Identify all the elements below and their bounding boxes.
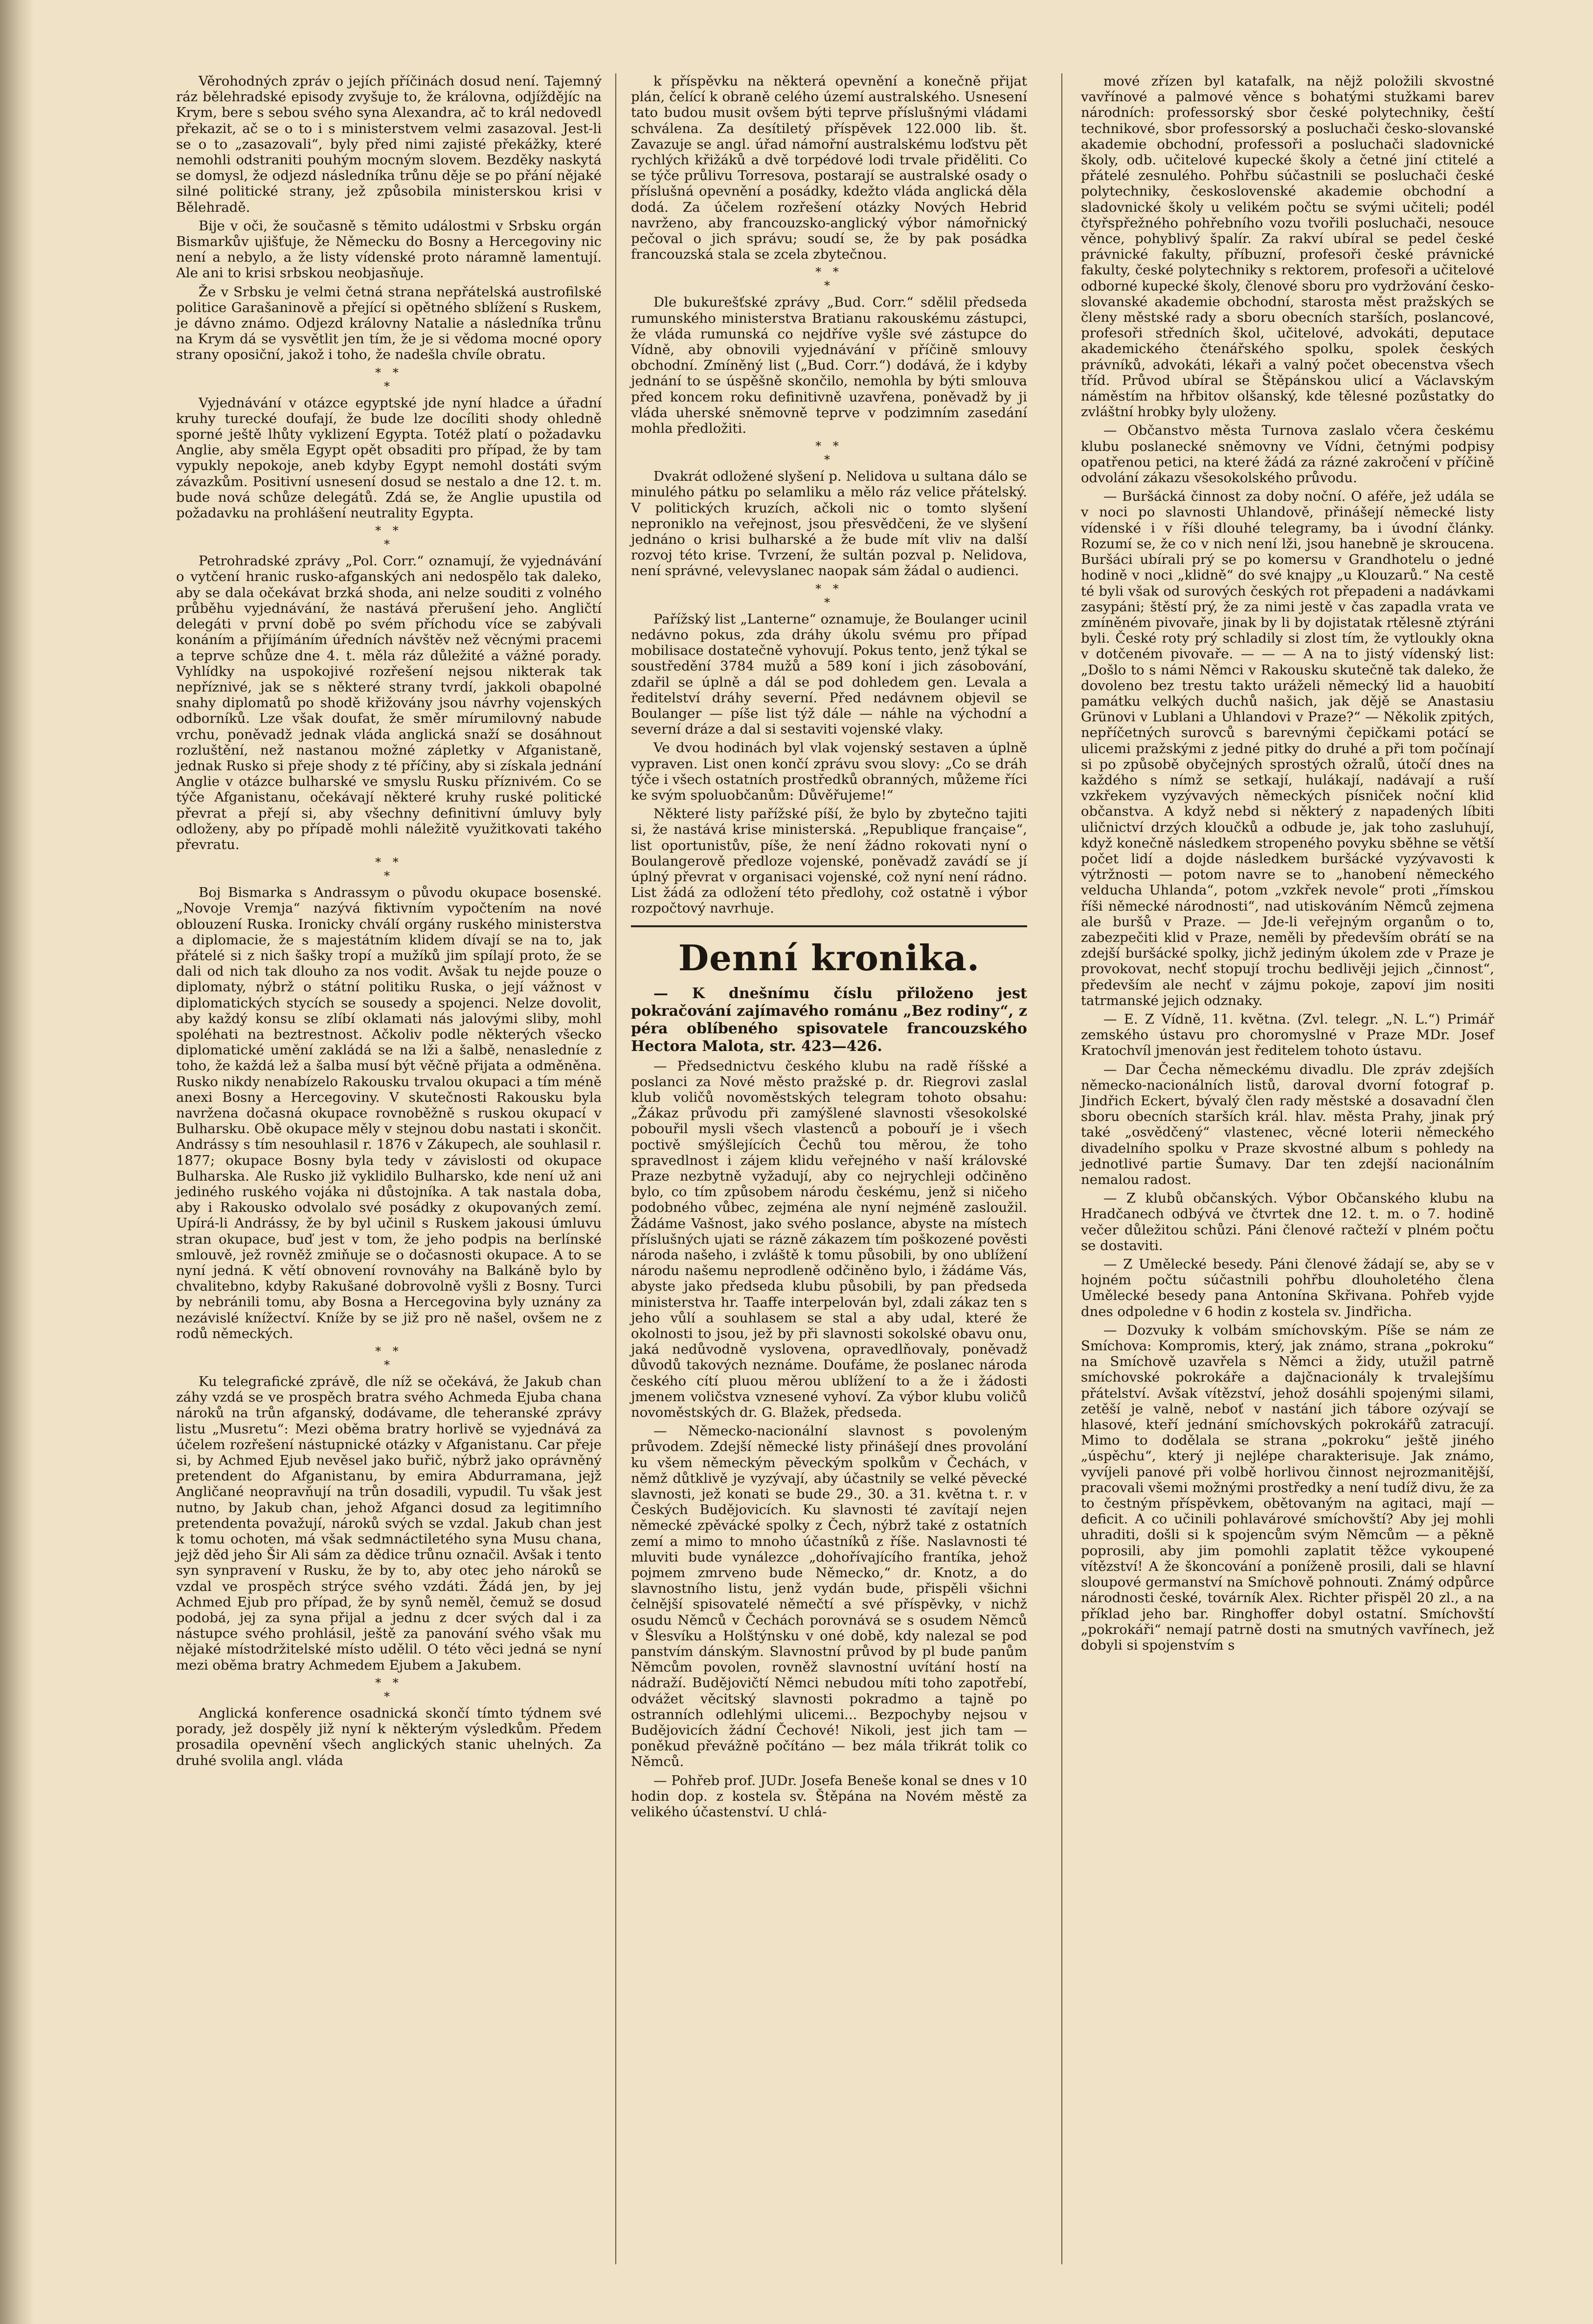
column-rule-right [1061,73,1062,2264]
kronika-item: — Z Umělecké besedy. Páni členové žádají se, aby se v hojném počtu súčastnili pohřbu dlouholetého člena Umělecké besedy pana Antonína Skřivana. Pohřeb vyjde dnes odpoledne v 6 hodin z kostela sv. Jindřicha. [1081,1256,1494,1319]
article-paragraph: Dvakrát odložené slyšení p. Nelidova u sultana dálo se minulého pátku po selamliku a mělo ráz velice přátelský. V politických kruzích, ačkoli nic o tomto slyšení neproniklo na veřejnost, jsou přesvědčeni, že ve slyšení jednáno o krisi bulharské a že bude mít vliv na další rozvoj této krise. Tvrzení, že sultán pozval p. Nelidova, není správné, velevyslanec naopak sám žádal o audienci. [631,469,1027,579]
article-paragraph: k příspěvku na některá opevnění a konečně přijat plán, čelící k obraně celého území australského. Usnesení tato budou musit ovšem býti teprve příslušnými vládami schválena. Za desítiletý příspěvek 122.000 lib. št. Zavazuje se angl. úřad námořní australskému loďstvu pět rychlých křižáků a dvě torpédové lodi trvale přiděliti. Co se týče průlivu Torresova, postarají se australské osady o příslušná opevnění a posádky, kdežto vláda anglická děla dodá. Za účelem rozřešení otázky Nových Hebrid navrženo, aby francouzsko-anglický výbor námořnický pečoval o jich správu; soudí se, že by pak posádka francouzská stala se zcela zbytečnou. [631,73,1027,263]
article-paragraph: Ku telegrafické zprávě, dle níž se očekává, že Jakub chan záhy vzdá se ve prospěch bratra svého Achmeda Ejuba chana nároků na trůn afganský, dodávame, dle teheranské zprávy listu „Musretu“: Mezi oběma bratry horlivě se vyjednává za účelem rozřešení nástupnické otázky v Afganistanu. Car přeje si, by Achmed Ejub nevěsel jako buřič, nýbrž jako oprávněný pretendent do Afganistanu, by emira Abdurramana, jejž Angličané neopravňují na trůn dosadili, vypudil. Tu však jest nutno, by Jakub chan, jehož Afganci dosud za legitimního pretendenta považují, nároků svých se vzdal. Jakub chan jest k tomu ochoten, má však sedmnáctiletého syna Musu chana, jejž děd jeho Šir Ali sám za dědice trůnu označil. Avšak i tento syn synpravení v Rusku, že by to, aby otec jeho nároků se vzdal ve prospěch strýce svého vzdáti. Žádá jen, by jej Achmed Ejub pro případ, že by synů neměl, čemuž se dosud podobá, jej za syna přijal a jednu z dcer svých dal i za nástupce svého prohlásil, ještě za panování svého však mu nějaké místodržitelské místo udělil. O této věci jedná se nyní mezi oběma bratry Achmedem Ejubem a Jakubem. [176,1374,602,1673]
article-paragraph: Boj Bismarka s Andrassym o původu okupace bosenské. „Novoje Vremja“ nazývá fiktivním vypočtením na nové oblouzení Ruska. Ironicky chválí orgány ruského ministerstva a diplomacie, že s majestátním klidem dívají se na to, jak přátelé si z nich šašky tropí a mužíků jim spílají proto, že se dali od nich tak dlouho za nos vodit. Avšak tu nejde pouze o diplomaty, nýbrž o státní politiku Ruska, o její vážnost v diplomatických stycích se sousedy a spojenci. Nelze dovolit, aby každý konsu se zlíbí oklamati nás jalovými sliby, mohl spoléhati na beztrestnost. Ačkoliv podle některých všecko diplomatické umění zakládá se na lži a šalbě, nenasledníe z toho, že každá lež a šalba musí být věčně přijata a odměněna. Rusko nikdy nenabízelo Rakousku trvalou okupaci a tím méně anexi Bosny a Hercegoviny. V skutečnosti Rakousku byla navržena dočasná okupace rovnoběžně s ruskou okupací v Bulharsku. Obě okupace měly v stejnou dobu nastati i skončit. Andrássy s tím nesouhlasil r. 1876 v Zákupech, ale souhlasil r. 1877; okupace Bosny byla tedy v závislosti od okupace Bulharska. Ale Rusko již vyklidilo Bulharsko, kde není už ani jediného ruského vojáka ni důstojníka. A tak nastala doba, aby i Rakousko odvolalo své posádky z okupovaných zemí. Upírá-li Andrássy, že by byl učinil s Ruskem jakousi úmluvu stran okupace, buď jest v tom, že jeho podpis na berlínské smlouvě, jež rovněž zmiňuje se o dočasnosti okupace. A to se nyní jedná. K větí obnovení rovnováhy na Balkáně bylo by chvalitebno, kdyby Rakušané dobrovolně vyšli z Bosny. Turci by nebránili tomu, aby Bosna a Hercegovina byly uznány za nezávislé knížectví. Kníže by se již pro ně našel, ovšem ne z rodů německých. [176,885,602,1341]
kronika-item: — Německo-nacionální slavnost s povoleným průvodem. Zdejší německé listy přinášejí dnes provolání ku všem německým pěveckým spolkům v Čechách, v němž důtklivě je vyzývají, aby účastnily se velké pěvecké slavnosti, jež konati se bude 29., 30. a 31. května t. r. v Českých Budějovicích. Ku slavnosti té zavítají nejen německé zpěvácké spolky z Čech, nýbrž také z ostatních zemí a mimo to mnoho účastníků z říše. Naslavnosti té mluviti bude vynálezce „dohořívajícího frantíka, jehož pojmem zmrveno bude Německo,“ dr. Knotz, a do slavnostního listu, jenž vydán bude, přispěli všichni čelnější spisovatelé němečtí a své příspěvky, v nichž osudu Němců v Čechách porovnává se s osudem Němců v Šlesvíku a Holštýnsku v oné době, kdy nalezal se pod panstvím dánským. Slavnostní průvod by pl bude panům Němcům povolen, rovněž slavnostní uvítání hostí na nádraží. Budějovičtí Němci nebudou míti toho zapotřebí, odvážet věcitský slavnosti pokradmo a tajně po ostranních odlehlými ulicemi... Bezpochyby nejsou v Budějovicích žádní Čechové! Nikoli, jest jich tam — poněkud převážně počítáno — bez mála třikrát tolik co Němců. [631,1423,1027,1770]
kronika-item: — Občanstvo města Turnova zaslalo včera českému klubu poslanecké sněmovny ve Vídni, četnými podpisy opatřenou petici, na které žádá za rázné zakročení v příčině odvolání zákazu všesokolského průvodu. [1081,423,1494,486]
separator-asterisks: * * * [375,1676,403,1703]
article-paragraph: Dle bukurešťské zprávy „Bud. Corr.“ sdělil předseda rumunského ministerstva Bratianu rakouskému zástupci, že vláda rumunská co nejdříve vyšle své zástupce do Vídně, aby obnovili vyjednávání v příčině smlouvy obchodní. Zmíněný list („Bud. Corr.“) dodává, že i kdyby jednání to se úspěšně skončilo, nemohla by býti smlouva před koncem roku definitivně uzavřena, poněvadž by ji vláda uherské sněmovně teprve v podzimním zasedání mohla předložiti. [631,294,1027,437]
separator-asterisks: * * * [815,439,843,467]
article-paragraph: Petrohradské zprávy „Pol. Corr.“ oznamují, že vyjednávání o vytčení hranic rusko-afganských ani nedospělo tak daleko, aby se dala očekávat brzká shoda, ani nelze souditi z volného průběhu vyjednávání, že nastává přerušení jeho. Angličtí delegáti v první době po svém příchodu více se zabývali konáním a přijímáním úředních návštěv než věcnými pracemi a teprve schůze dne 4. t. měla ráz důležité a vážné porady. Vyhlídky na uspokojivé rozřešení nejsou nikterak tak nepříznivé, jak se s některé strany tvrdí, jakkoli obapolné snahy diplomatů po shodě křižovány jsou návrhy vojenských odborníků. Lze však doufat, že směr mírumilovný nabude vrchu, poněvadž jednak vláda anglická snaží se dosáhnout rozluštění, než nastanou možné zápletky v Afganistaně, jednak Rusko si přeje shody z té příčiny, aby si získala jednání Anglie v otázce bulharské ve smyslu Rusku příznivém. Co se týče Afganistanu, očekávají některé kruhy ruské politické převrat a přejí si, aby všechny definitivní úmluvy byly odloženy, aby po případě mohli náležitě využitkovati takého převratu. [176,553,602,852]
article-paragraph: Vyjednávání v otázce egyptské jde nyní hladce a úřadní kruhy turecké doufají, že bude lze docíliti shody ohledně sporné ještě lhůty vyklizení Egypta. Totéž platí o požadavku Anglie, aby směla Egypt opět obsaditi pro případ, že by tam vypukly nepokoje, aneb kdyby Egypt nemohl dostáti svým závazkům. Positivní usnesení dosud se nestalo a dne 12. t. m. bude nová schůze delegátů. Zdá se, že Anglie upustila od požadavku na prohlášení neutrality Egypta. [176,395,602,521]
article-paragraph: Věrohodných zpráv o jejích příčinách dosud není. Tajemný ráz bělehradské episody zvyšuje to, že královna, odjíždějíc na Krym, bere s sebou svého syna Alexandra, ač to král nedovedl překazit, ač se o to i s ministerstvem velmi zasazoval. Jest-li se o to „zasazovali“, byly před nimi zajisté překážky, které nemohli odstraniti pouhým mocným slovem. Bezděky naskytá se domysl, že odjezd následníka trůnu děje se po přání nějaké silné politické strany, jež způsobila ministerskou krisi v Bělehradě. [176,73,602,215]
page-spine-shadow [0,0,34,2324]
article-paragraph: Bije v oči, že současně s těmito událostmi v Srbsku orgán Bismarkův ujišťuje, že Německu do Bosny a Hercegoviny nic není a nebylo, a že listy vídenské proto náramně lamentují. Ale ani to krisi srbskou neobjasňuje. [176,218,602,281]
kronika-item: — Dar Čecha německému divadlu. Dle zpráv zdejších německo-nacionálních listů, daroval dvorní fotograf p. Jindřich Eckert, bývalý člen rady městské a dosavadní člen sboru obecních starších král. hlav. města Prahy, jinak prý také „osvědčený“ vlastenec, věcné loterii německého divadelního spolku v Praze skvostné album s pohledy na jednotlivé partie Šumavy. Dar ten zdejší nacionálním nemalou radost. [1081,1061,1494,1188]
kronika-item: — Dozvuky k volbám smíchovským. Píše se nám ze Smíchova: Kompromis, který, jak známo, strana „pokroku“ na Smíchově uzavřela s Němci a židy, utužil patrně smíchovské pokrokáře a dajčnacionály k trvalejšímu přátelství. Avšak vítězství, jehož dosáhli spojenými silami, zetěší je valně, neboť v nastání jich tábore ozývají se hlasové, kteří jednání smíchovských pokrokářů zatracují. Mimo to dodělala se strana „pokroku“ ještě jiného „úspěchu“, který ji nejlépe charakterisuje. Jak známo, vyvíjeli panové při volbě horlivou činnost nejrozmanitější, pracovali všemi možnými prostředky a není tudíž divu, že za to čestným příspěvkem, obětovaným na agitaci, mají — deficit. A co učinili pohlavárové smíchovští? Aby jej mohli uhraditi, došli si k spojencům svým Němcům — a pěkně poprosili, aby jim pomohli zaplatit těžce vykoupené vítězství! A že škoncování a poníženě prosili, dali se hlavní sloupové germanství na Smíchově pohnouti. Známý odpůrce národnosti české, továrník Alex. Richter přispěl 20 zl., a na příklad jeho bar. Ringhoffer dobyl ostatní. Smíchovští „pokrokáři“ nemají patrně dosti na smutných vavřínech, jež dobyli si spojenstvím s [1081,1322,1494,1653]
article-paragraph: Některé listy pařížské píší, že bylo by zbytečno tajiti si, že nastává krise ministerská. „Republique française“, list oportunistův, píše, že není žádno rokovati nyní o Boulangerově předloze vojenské, poněvadž zavádí se jí úplný převrat v organisaci vojenské, což nyní není rádno. List žádá za odložení této předlohy, což ostatně i výbor rozpočtový navrhuje. [631,806,1027,916]
kronika-item: — Pohřeb prof. JUDr. Josefa Beneše konal se dnes v 10 hodin dop. z kostela sv. Štěpána na Novém městě za velikého účastenství. U chlá- [631,1772,1027,1820]
kronika-item: — Buršácká činnost za doby noční. O aféře, jež udála se v noci po slavnosti Uhlandově, přinášejí německé listy vídenské i v říši dlouhé telegramy, ba i úvodní články. Rozumí se, že co v nich není lži, jsou hanebně je skroucena. Buršáci ubírali prý se po komersu v Grandhotelu o jedné hodině v noci „klidně“ do své knajpy „u Klouzarů.“ Na cestě té byli však od surových českých rot přepadeni a nadávkami zasypáni; štěstí prý, že za nimi jestě v čas zapadla vrata ve zmíněném pivovaře, jinak by li by dojistatak rtělesně ztýráni byli. České roty prý schladily si zlost tím, že vytloukly okna v dotčeném pivovaře. — — — A na to jistý vídenský list: „Došlo to s námi Němci v Rakousku skutečně tak daleko, že dovoleno bez trestu takto uráželi německý lid a hauobití památku velkých duchů našich, jak dějě se Anastasiu Grünovi v Lublani a Uhlandovi v Praze?“ — Několik zpitých, nepříčetných surovců s barevnými čepičkami potácí se ulicemi pražskými z jedné pitky do druhé a při tom počínají si po způsobě obyčejných sprostých ožralů, útočí dnes na každého s nímž se setkají, hulákají, nadávají a ruší vzkřekem vyzývavých německých písniček noční klid občanstva. A když nebd si některý z napadených líbiti uličnictví drzých kloučků a odbude je, jak toho zasluhují, když konečně následkem stropeného povyku sběhne se větší počet lidí a dojde následkem buršácké vyzývavosti k výtržnosti — potom navre se to „hanobení německého velducha Uhlanda“, potom „vzkřek nevole“ proti „římskou říši německé národnosti“, nad utiskováním Němců zejmena ale buršů v Praze. — Jde-li veřejným organům o to, zabezpečiti klid v Praze, neměli by především obrátí se na zdejší buršácké spolky, jichž jediným úkolem zde v Praze je provokovat, nechť stopují trochu bedlivěji jejich „činnost“, především ale nechť v zájmu pokoje, zapoví jim nositi tatrmanské jejich odznaky. [1081,489,1494,1008]
kronika-item: mové zřízen byl katafalk, na nějž položili skvostné vavřínové a palmové věnce s bohatými stužkami barev národních: professorský sbor české polytechniky, čeští technikové, sbor professorský a posluchači česko-slovanské akademie obchodní, professoři a posluchači sladovnické školy, odb. učitelové kupecké školy a četné jiní ctitelé a přátelé zesnulého. Pohřbu súčastnili se posluchači české polytechniky, československé akademie obchodní a sladovnické školy u velikém počtu se svými učiteli; podél čtyřspřežného pohřebního vozu tvořili posluchači, nesouce věnce, pohyblivý špalír. Za rakví ubíral se pedel české právnické fakulty, příbuzní, profesoři české právnické fakulty, české polytechniky s rektorem, profesoři a učitelové odborné kupecké školy, členové sboru pro vydržování česko-slovanské akademie obchodní, starosta měst pražských se členy městské rady a sboru obecních starších, poslancové, profesoři středních škol, učitelové, advokáti, deputace akademického čtenářského spolku, spolek českých právníků, advokáti, lékaři a valný počet obecenstva všech tříd. Průvod ubíral se Štěpánskou ulicí a Václavským náměstím na hřbitov olšanský, kde tělesné pozůstatky do zvláštní hrobky byly uloženy. [1081,73,1494,420]
column-left [176,73,602,1771]
article-paragraph: Pařížský list „Lanterne“ oznamuje, že Boulanger ucinil nedávno pokus, zda dráhy úkolu svému pro případ mobilisace dostatečně vyhovují. Pokus tento, jenž týkal se soustředění 3784 mužů a 589 koní i jich zásobování, zdařil se úplně a dál se pod dohledem gen. Levala a ředitelství dráhy severní. Před nedávnem objevil se Boulanger — píše list týž dále — náhle na východní a severní dráze a dal si sestaviti vojenské vlaky. [631,611,1027,737]
column-right [1081,73,1494,1656]
article-paragraph: Ve dvou hodinách byl vlak vojenský sestaven a úplně vypraven. List onen končí zprávu svou slovy: „Co se dráh týče i všech ostatních prostředků obranných, můžeme říci ke svým spoluobčanům: Důvěřujeme!“ [631,740,1027,803]
kronika-item: — Předsednictvu českého klubu na radě říšské a poslanci za Nové město pražské p. dr. Riegrovi zaslal klub voličů novoměstských telegram tohoto obsahu: „Žákaz průvodu při zamýšlené slavnosti všesokolské pobouřil mysli všech vlastenců a pobouří je i všech poctivě smýšlejících Čechů tou měrou, že toho spravedlnost i zájem klidu veřejného v naší královské Praze nezbytně vyžadují, aby co nejrychleji odčiněno bylo, co tím způsobem národu českému, jenž si ničeho podobného vůbec, zejména ale nyní nejméně zasloužil. Žádáme Vašnost, jako svého poslance, abyste na místech příslušných ujati se rázně zákazem tím poškozené pověsti národa našeho, i zvláště k tomu působili, by ono ublížení národu našemu neprodleně odčiněno bylo, i žádáme Vás, abyste jako předseda klubu působili, by pan předseda ministerstva hr. Taaffe interpelován byl, zdali zákaz ten s jeho vůlí a souhlasem se stal a aby udal, které že okolnosti to jsou, jež by při slavnosti sokolské obavu onu, jaká nedůvodně vyslovena, opravedlňovaly, poněvadž důvodů takových neznáme. Doufáme, že poslanec národa českého cítí pluou měrou ublížení to a že i žádosti jmenem voličstva vznesené vyhoví. Za výbor klubu voličů novoměstských dr. G. Blažek, předseda. [631,1058,1027,1421]
separator-asterisks: * * * [815,265,843,293]
separator-asterisks: * * * [375,365,403,393]
separator-asterisks: * * * [375,524,403,552]
section-divider [631,925,1027,927]
separator-asterisks: * * * [815,581,843,609]
separator-asterisks: * * * [375,1344,403,1372]
kronika-item: — E. Z Vídně, 11. května. (Zvl. telegr. „N. L.“) Primář zemského ústavu pro choromyslné v Praze MDr. Josef Kratochvíl jmenován jest ředitelem tohoto ústavu. [1081,1011,1494,1059]
kronika-item: — K dnešnímu číslu přiloženo jest pokračování zajímavého románu „Bez rodiny“, z péra oblíbeného spisovatele francouzského Hectora Malota, str. 423—426. [631,984,1027,1055]
article-paragraph: Že v Srbsku je velmi četná strana nepřátelská austrofilské politice Garašaninově a přející si opětného sblížení s Ruskem, je dávno známo. Odjezd královny Natalie a následníka trůnu na Krym dá se vysvětlit jen tím, že je si vědoma mocné opory strany oposiční, jakož i toho, že nadešla chvíle obratu. [176,284,602,363]
article-paragraph: Anglická konference osadnická skončí tímto týdnem své porady, jež dospěly již nyní k některým výsledkům. Předem prosadila opevnění všech anglických stanic uhelných. Za druhé svolila angl. vláda [176,1705,602,1768]
column-middle [631,73,1027,1823]
kronika-item: — Z klubů občanských. Výbor Občanského klubu na Hradčanech odbývá ve čtvrtek dne 12. t. m. o 7. hodině večer důležitou schůzi. Páni členové račteží v plném počtu se dostaviti. [1081,1190,1494,1253]
separator-asterisks: * * * [375,855,403,883]
section-heading-denni-kronika: Denní kronika. [678,937,980,979]
column-rule-left [615,73,616,2264]
